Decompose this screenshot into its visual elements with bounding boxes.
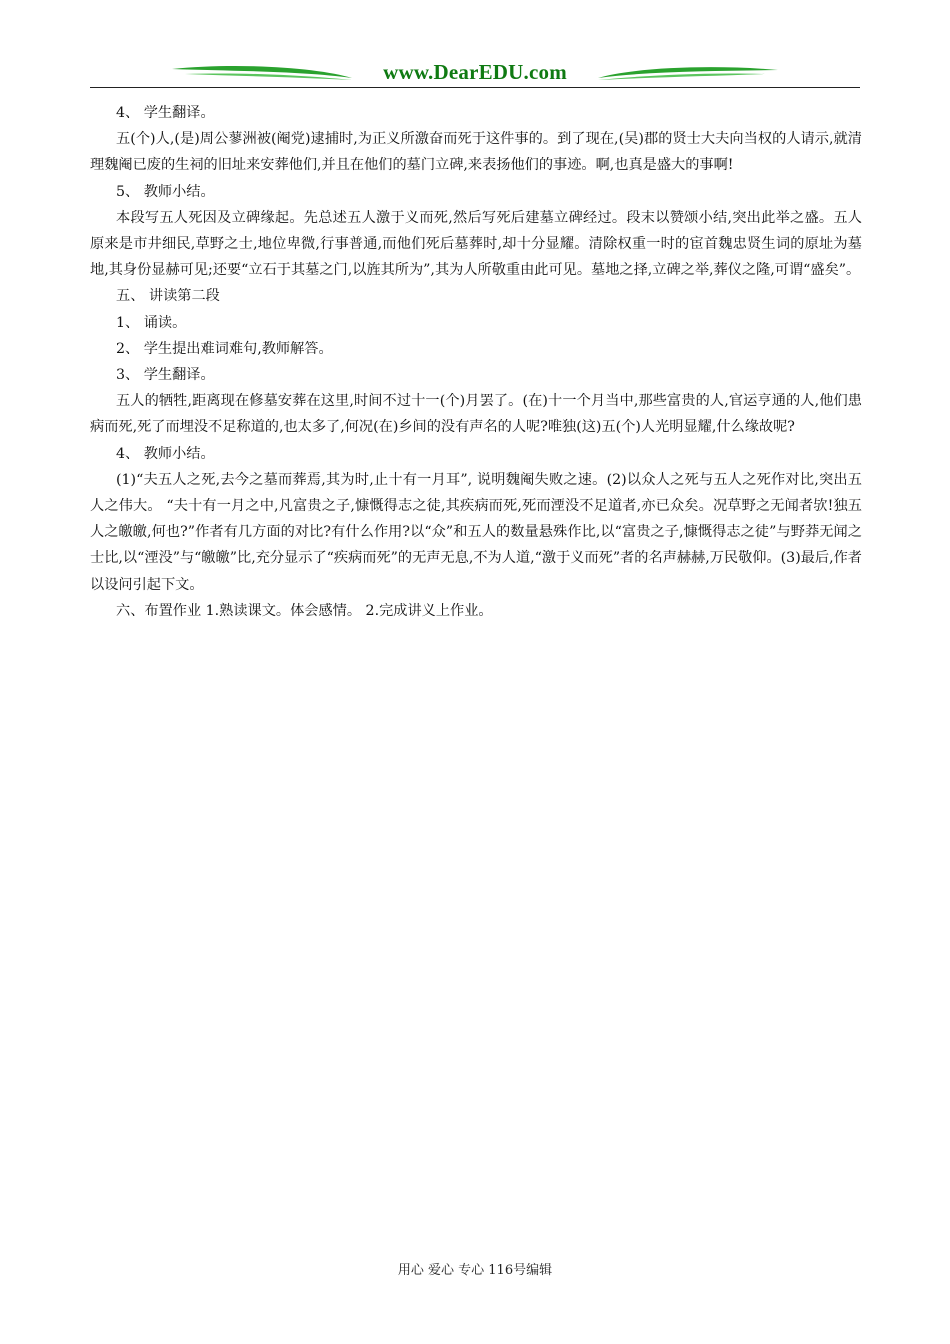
summary-paragraph: (1)“夫五人之死,去今之墓而葬焉,其为时,止十有一月耳”, 说明魏阉失败之速。(2)以众人之死与五人之死作对比,突出五人之伟大。 “夫十有一月之中,凡富贵之子,慷慨得志之徒,其疾病而死,死而湮没不足道者,亦已众矣。况草野之无闻者欤!独五人之皦皦,何也?”作者有几方面的对比?有什么作用?以“众”和五人的数量悬殊作比,以“富贵之子,慷慨得志之徒”与野莽无闻之士比,以“湮没”与“皦皦”比,充分显示了“疾病而死”的无声无息,不为人道,“激于义而死”者的名声赫赫,万民敬仰。(3)最后,作者以设问引起下文。 [90,471,862,593]
page-footer: 用心 爱心 专心 116号编辑 [397,1263,553,1278]
section-heading: 五、 讲读第二段 [116,288,220,305]
step-heading: 3、 学生翻译。 [116,367,215,384]
page-header [90,58,860,90]
summary-paragraph: 本段写五人死因及立碑缘起。先总述五人激于义而死,然后写死后建墓立碑经过。段末以赞颂小结,突出此举之盛。五人原来是市井细民,草野之士,地位卑微,行事普通,而他们死后墓葬时,却十分显耀。清除权重一时的宦首魏忠贤生词的原址为墓地,其身份显赫可见;还要“立石于其墓之门,以旌其所为”,其为人所敬重由此可见。墓地之择,立碑之举,葬仪之隆,可谓“盛矣”。 [90,209,862,279]
document-body [90,100,862,624]
step-heading: 5、 教师小结。 [116,183,215,200]
translation-paragraph: 五人的牺牲,距离现在修墓安葬在这里,时间不过十一(个)月罢了。(在)十一个月当中,那些富贵的人,官运亨通的人,他们患病而死,死了而埋没不足称道的,也太多了,何况(在)乡间的没有声名的人呢?唯独(这)五(个)人光明显耀,什么缘故呢? [90,393,862,436]
translation-paragraph: 五(个)人,(是)周公蓼洲被(阉党)逮捕时,为正义所激奋而死于这件事的。到了现在,(吴)郡的贤士大夫向当权的人请示,就清理魏阉已废的生祠的旧址来安葬他们,并且在他们的墓门立碑,来表扬他们的事迹。啊,也真是盛大的事啊! [90,131,862,174]
step-heading: 1、 诵读。 [116,314,187,331]
header-divider [90,87,860,88]
step-heading: 4、 学生翻译。 [116,105,215,121]
homework-line: 六、布置作业 1.熟读课文。体会感情。 2.完成讲义上作业。 [116,602,493,619]
site-logo-text: www.DearEDU.com [383,60,567,84]
step-heading: 4、 教师小结。 [116,445,215,462]
step-heading: 2、 学生提出难词难句,教师解答。 [116,340,333,357]
